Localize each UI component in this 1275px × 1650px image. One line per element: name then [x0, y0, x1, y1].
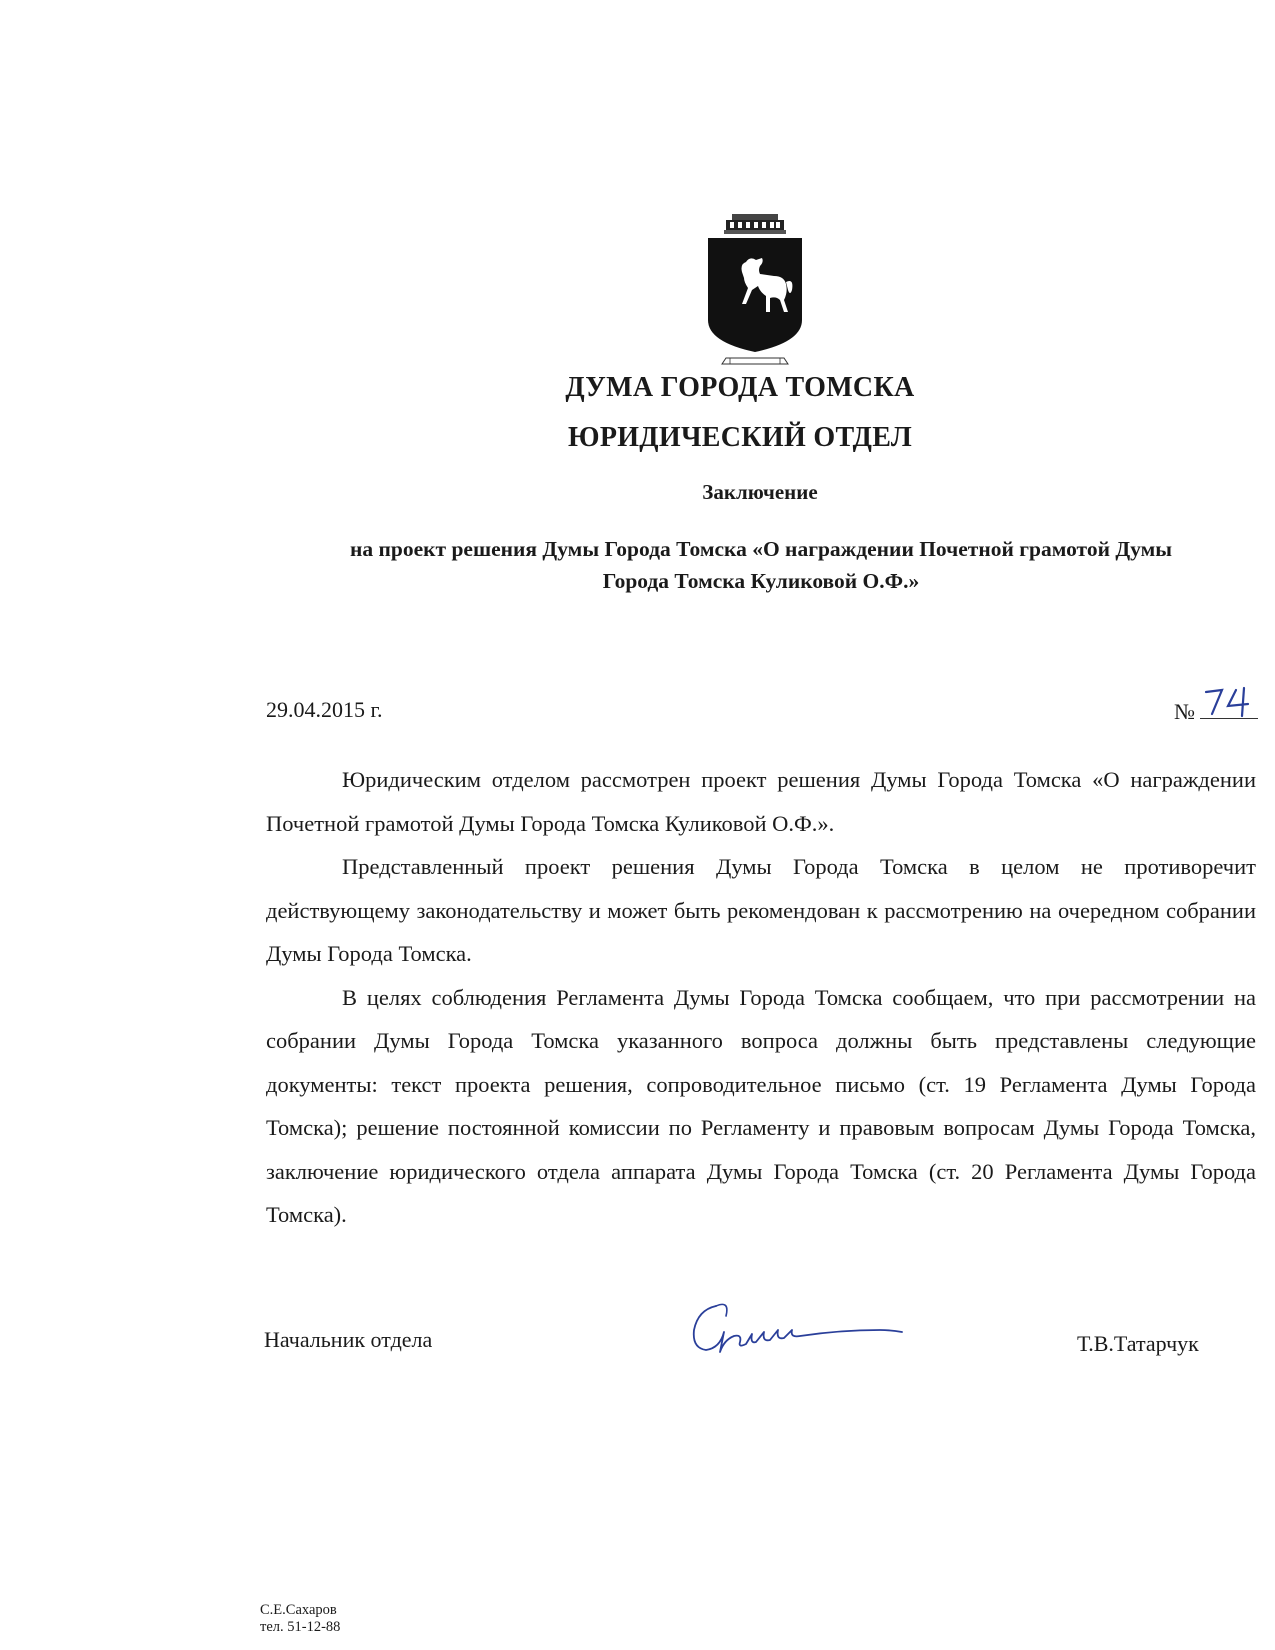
handwritten-number: [1200, 684, 1258, 719]
document-type: Заключение: [702, 480, 818, 504]
shield-icon: [708, 238, 802, 352]
subject-line-1: на проект решения Думы Города Томска «О награждении Почетной грамотой Думы: [349, 537, 1173, 561]
document-subject: [266, 533, 1256, 597]
signatory-title: Начальник отдела: [264, 1327, 433, 1352]
handwritten-signature: [690, 1296, 910, 1371]
department-name: ЮРИДИЧЕСКИЙ ОТДЕЛ: [568, 422, 912, 453]
organization-name: ДУМА ГОРОДА ТОМСКА: [565, 372, 915, 403]
body-paragraph: Представленный проект решения Думы Города Томска в целом не противоречит действующему законодательству и может быть рекомендован к рассмотрению на очередном собрании Думы Города Томска.: [266, 854, 1256, 966]
number-label: №: [1174, 699, 1195, 724]
executor-info: [260, 1602, 340, 1636]
executor-name: С.Е.Сахаров: [260, 1602, 337, 1618]
ribbon-icon: [722, 358, 788, 364]
coat-of-arms-emblem: [700, 212, 810, 372]
signatory-name: Т.В.Татарчук: [1077, 1331, 1199, 1356]
crown-icon: [724, 214, 786, 234]
subject-line-2: Города Томска Куликовой О.Ф.»: [602, 569, 920, 593]
executor-phone: тел. 51-12-88: [260, 1619, 341, 1635]
document-body: [266, 758, 1256, 1237]
document-date: 29.04.2015 г.: [266, 697, 383, 722]
body-paragraph: В целях соблюдения Регламента Думы Города Томска сообщаем, что при рассмотрении на собрании Думы Города Томска указанного вопроса должны быть представлены следующие документы: текст проекта решения, сопроводительное письмо (ст. 19 Регламента Думы Города Томска); решение постоянной комиссии по Регламенту и правовым вопросам Думы Города Томска, заключение юридического отдела аппарата Думы Города Томска (ст. 20 Регламента Думы Города Томска).: [266, 984, 1256, 1227]
body-paragraph: Юридическим отделом рассмотрен проект решения Думы Города Томска «О награждении Почетной грамотой Думы Города Томска Куликовой О.Ф.».: [266, 767, 1256, 836]
